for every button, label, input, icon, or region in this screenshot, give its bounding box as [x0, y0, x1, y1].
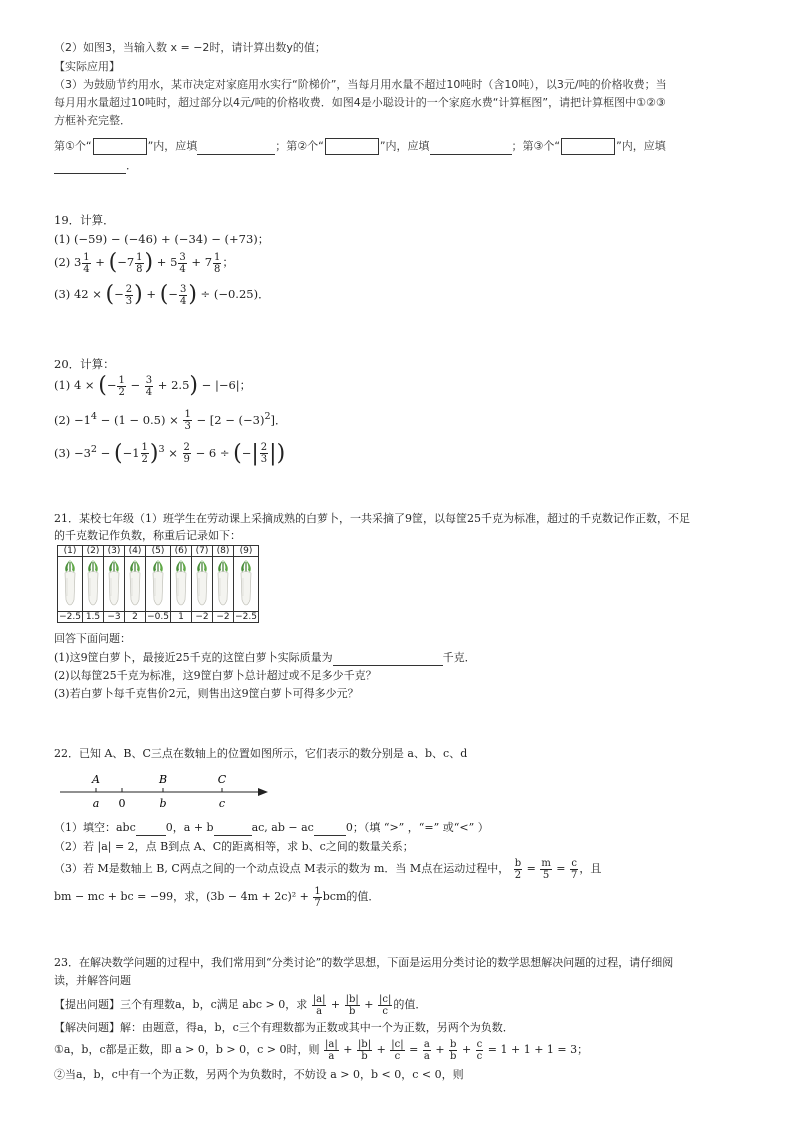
radish-label-cell: (9)	[234, 546, 259, 557]
radish-image-cell	[171, 557, 192, 612]
radish-icon	[192, 558, 212, 610]
answer-blank-1[interactable]	[197, 142, 275, 155]
q23-case1-end: = 1 + 1 + 1 = 3；	[487, 1043, 589, 1056]
q19-p2: (2) 3 $\frac{1}{4}$ + (−7 $\frac{1}{8}$ ) + 5 $\frac{3}{4}$ + 7 $\frac{1}{8}$ ；	[54, 250, 234, 275]
radish-label-cell: (7)	[192, 546, 213, 557]
number-line-arrow	[258, 788, 268, 796]
fill-3-post: ”内，应填	[616, 139, 666, 153]
radish-label-cell: (2)	[83, 546, 104, 557]
q20-p3-label: (3)	[54, 445, 71, 460]
point-B-label: B	[158, 773, 168, 786]
q21-a3: (3)若白萝卜每千克售价2元，则售出这9筐白萝卜可得多少元？	[54, 687, 359, 700]
q22-p3b: bm − mc + bc = −99，求，(3b − 4m + 2c)² + $\frac{1}{7}$ bcm的值．	[54, 885, 380, 909]
q20-p3: $(3) -3^2 - (-1$ $\frac{1}{2}$ )$^3$ × $\frac{2}{9}$ − 6 ÷ (−| $\frac{2}{3}$ |)	[54, 440, 286, 466]
q23-solve: 【解决问题】解：由题意，得a，b，c三个有理数都为正数或其中一个为正数，另两个为负数．	[54, 1021, 514, 1034]
box-3	[561, 138, 615, 155]
q21-title-2: 的千克数记作负数，称重后记录如下：	[54, 529, 241, 542]
q22-blank-2[interactable]	[214, 823, 252, 836]
radish-icon	[104, 558, 124, 610]
radish-image-cell	[192, 557, 213, 612]
q23-title-2: 读，并解答问题	[54, 974, 131, 987]
radish-value-cell: −2.5	[59, 612, 81, 622]
value-c-label: c	[218, 797, 226, 810]
value-b-label: b	[159, 797, 167, 810]
section-heading: 【实际应用】	[54, 60, 120, 73]
q20-p2: $(2) -1^4 - (1 - 0.5)$ × $\frac{1}{3}$ − $[2 - (-3)^2]$．	[54, 409, 287, 433]
q22-p3b-text: bm − mc + bc = −99，求，(3b − 4m + 2c)² +	[54, 890, 309, 903]
radish-icon	[83, 558, 103, 610]
radish-image-cell	[234, 557, 259, 612]
q19-p3: (3) 42 × (− $\frac{2}{3}$ ) + (− $\frac{3}{4}$ ) ÷ (−0.25)．	[54, 282, 270, 307]
q20-p1-label: (1)	[54, 378, 71, 392]
q22-p1-b: 0，a + b	[165, 821, 214, 834]
fill-in-row	[54, 138, 666, 155]
fill-2-pre: ；第②个“	[275, 139, 324, 153]
point-C-label: C	[217, 773, 227, 786]
q22-p1-c: ac, ab − ac	[251, 821, 314, 834]
q22-p2: （2）若 |a| = 2，点 B到点 A、C的距离相等，求 b、c之间的数量关系；	[54, 840, 414, 853]
radish-label-cell: (4)	[125, 546, 146, 557]
radish-value-cell: 1.5	[83, 612, 104, 623]
table-label-row	[58, 546, 259, 557]
q21-a1-text: (1)这9筐白萝卜，最接近25千克的这筐白萝卜实际质量为	[54, 651, 333, 664]
answer-blank-2[interactable]	[430, 142, 512, 155]
value-a-label: a	[92, 797, 100, 810]
table-image-row	[58, 557, 259, 612]
q22-p1	[54, 820, 489, 836]
fill-3-pre: ；第③个“	[511, 139, 561, 153]
q22-p3b-end: bcm的值．	[322, 890, 380, 903]
radish-value-cell: −3	[104, 612, 125, 623]
q21-a1-end: 千克．	[442, 651, 476, 664]
radish-value-cell: 1	[171, 612, 192, 623]
radish-icon	[125, 558, 145, 610]
radish-image-cell	[83, 557, 104, 612]
q21-answer-intro: 回答下面问题：	[54, 632, 131, 645]
q19-title: 19．计算．	[54, 213, 115, 227]
fill-2-post: ”内，应填	[379, 139, 430, 153]
radish-icon	[213, 558, 233, 610]
q22-p3-text: （3）若 M是数轴上 B, C两点之间的一个动点设点 M表示的数为 m．当 M点在运动过程中，	[54, 862, 510, 875]
q23-case1-text: ①a，b，c都是正数，即 a > 0，b > 0，c > 0时，则	[54, 1043, 320, 1056]
box-1	[93, 138, 147, 155]
q21-a1	[54, 650, 476, 666]
radish-label-cell: (8)	[213, 546, 234, 557]
q23-case2: ②当a，b，c中有一个为正数，另两个为负数时，不妨设 a > 0，b < 0，c < 0，则	[54, 1068, 464, 1081]
radish-value-cell: −0.5	[147, 612, 169, 622]
q21-a2: (2)以每筐25千克为标准，这9筐白萝卜总计超过或不足多少千克？	[54, 669, 377, 682]
fill-1-pre: 第①个“	[54, 139, 92, 153]
q20-p1: (1) 4 × (− $\frac{1}{2}$ − $\frac{3}{4}$ + 2.5) − |−6|；	[54, 373, 252, 398]
fill-in-row-2	[54, 158, 137, 174]
radish-weight-table	[57, 545, 259, 623]
answer-blank-3[interactable]	[54, 161, 126, 174]
q18-part2: （2）如图3，当输入数 x = −2时，请计算出数y的值；	[54, 41, 326, 54]
q19-p1: (1) (−59) − (−46) + (−34) − (+73)；	[54, 232, 270, 246]
number-line-figure	[56, 770, 276, 812]
box-2	[325, 138, 379, 155]
radish-icon	[236, 558, 256, 610]
radish-icon	[148, 558, 168, 610]
radish-label-cell: (5)	[146, 546, 171, 557]
fill-end: ．	[126, 159, 137, 172]
q19-p2-label: (2)	[54, 255, 71, 269]
q19-p3-label: (3)	[54, 287, 71, 301]
radish-value-cell: 2	[125, 612, 146, 623]
q22-title: 22．已知 A、B、C三点在数轴上的位置如图所示，它们表示的数分别是 a、b、c、d	[54, 747, 468, 760]
q21-title: 21．某校七年级（1）班学生在劳动课上采摘成熟的白萝卜，一共采摘了9筐，以每筐25千克为标准，超过的千克数记作正数，不足	[54, 512, 690, 525]
q23-case1: ①a，b，c都是正数，即 a > 0，b > 0，c > 0时，则 $\frac{|a|}{a}$ + $\frac{|b|}{b}$ + $\frac{|c|}{c}$ = $\frac{a}{a}$ + $\frac{b}{b}$ + $\frac{c}{c}$ = 1 + 1 + 1 = 3；	[54, 1038, 589, 1062]
radish-icon	[171, 558, 191, 610]
q23-raise: 【提出问题】三个有理数a，b，c满足 abc > 0，求 $\frac{|a|}{a}$ + $\frac{|b|}{b}$ + $\frac{|c|}{c}$ 的值．	[54, 993, 427, 1017]
q22-p3: （3）若 M是数轴上 B, C两点之间的一个动点设点 M表示的数为 m．当 M点在运动过程中， $\frac{b}{2}$ = $\frac{m}{5}$ = $\frac{c}{7}$ ，且	[54, 857, 602, 881]
radish-icon	[60, 558, 80, 610]
q23-raise-text: 【提出问题】三个有理数a，b，c满足 abc > 0，求	[54, 998, 308, 1011]
radish-label-cell: (6)	[171, 546, 192, 557]
q22-p3-end: ，且	[579, 862, 602, 875]
radish-value-cell: −2	[213, 612, 234, 623]
radish-value-cell: −2	[192, 612, 213, 623]
q21-answer-blank[interactable]	[333, 653, 443, 666]
q20-p2-label: (2)	[54, 412, 71, 427]
q23-raise-end: 的值．	[393, 998, 427, 1011]
q22-p1-a: （1）填空：abc	[54, 821, 136, 834]
radish-label-cell: (1)	[58, 546, 83, 557]
table-value-row	[58, 612, 259, 623]
q18-part3-line2: 每月用水量超过10吨时，超过部分以4元/吨的价格收费．如图4是小聪设计的一个家庭水费“计算框图”，请把计算框图中①②③	[54, 96, 666, 109]
q18-part3-line1: （3）为鼓励节约用水，某市决定对家庭用水实行“阶梯价”，当每月用水量不超过10吨时（含10吨），以3元/吨的价格收费；当	[54, 78, 667, 91]
point-A-label: A	[92, 773, 100, 786]
q22-blank-1[interactable]	[136, 823, 166, 836]
radish-image-cell	[104, 557, 125, 612]
q22-p1-d: 0；（填 “>” ，“=” 或“<” ）	[345, 821, 489, 834]
value-0-label: 0	[118, 797, 126, 810]
q22-blank-3[interactable]	[314, 823, 346, 836]
q18-part3-line3: 方框补充完整．	[54, 114, 131, 127]
q23-title: 23．在解决数学问题的过程中，我们常用到“分类讨论”的数学思想，下面是运用分类讨论的数学思想解决问题的过程，请仔细阅	[54, 956, 674, 969]
radish-image-cell	[213, 557, 234, 612]
radish-value-cell: −2.5	[235, 612, 257, 622]
radish-label-cell: (3)	[104, 546, 125, 557]
q20-title: 20．计算：	[54, 357, 115, 371]
radish-image-cell	[146, 557, 171, 612]
radish-image-cell	[58, 557, 83, 612]
radish-image-cell	[125, 557, 146, 612]
fill-1-post: ”内，应填	[147, 139, 198, 153]
